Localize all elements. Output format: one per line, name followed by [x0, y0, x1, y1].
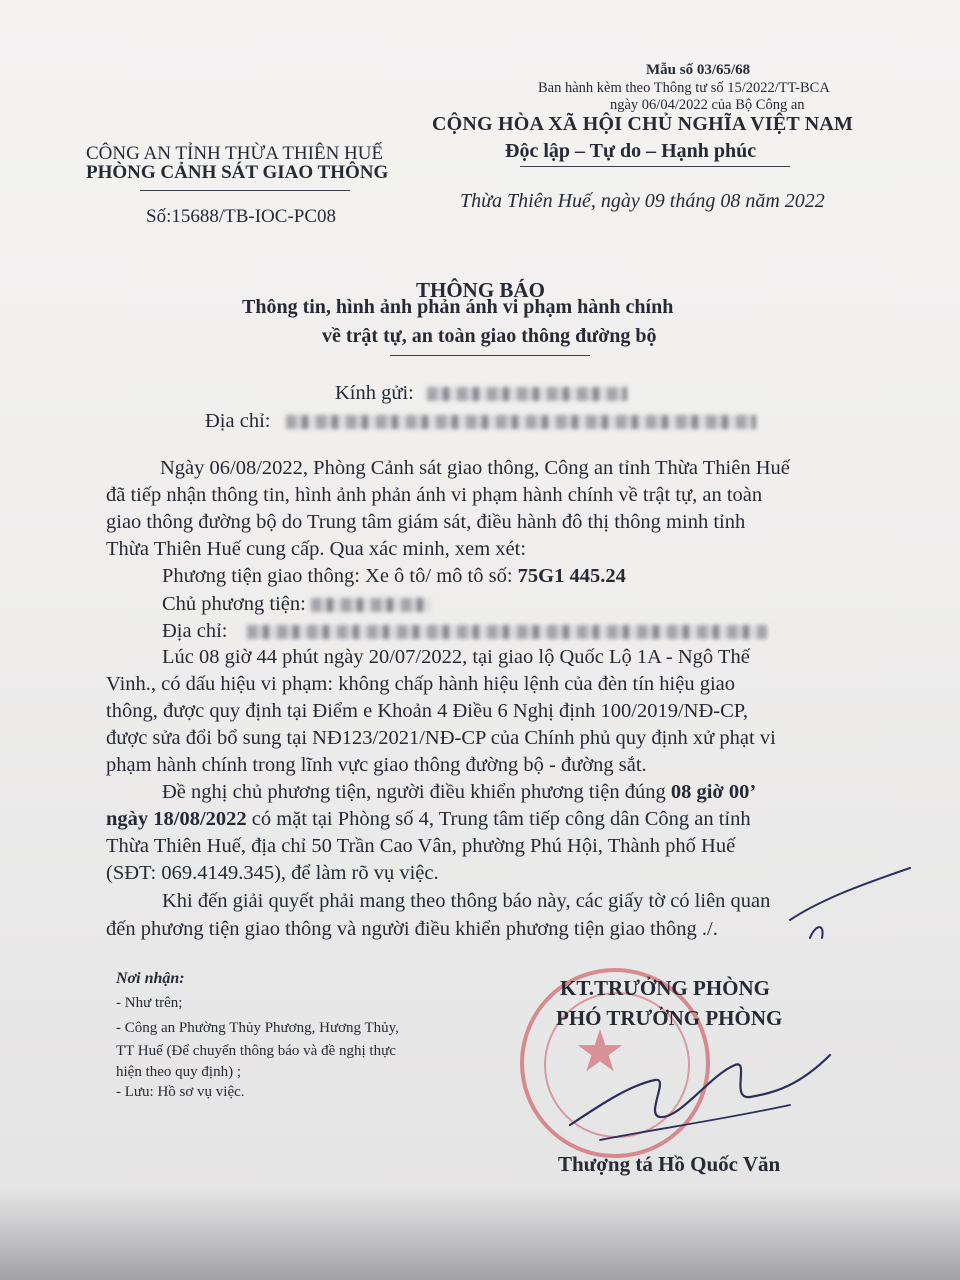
national-motto: Độc lập – Tự do – Hạnh phúc	[505, 140, 757, 162]
recipients-heading: Nơi nhận:	[116, 970, 185, 987]
form-issued-line2: ngày 06/04/2022 của Bộ Công an	[610, 97, 805, 113]
redacted-recipient-name	[427, 387, 627, 401]
document-number: Số:15688/TB-IOC-PC08	[146, 206, 337, 227]
handwritten-signature	[560, 1045, 840, 1155]
redacted-owner-name	[311, 598, 431, 612]
body-p1-line2: đã tiếp nhận thông tin, hình ảnh phản ánh vi phạm hành chính về trật tự, an toàn	[106, 484, 763, 506]
signature-title-1: KT.TRƯỞNG PHÒNG	[560, 976, 770, 1000]
national-name: CỘNG HÒA XÃ HỘI CHỦ NGHĨA VIỆT NAM	[432, 113, 854, 135]
vehicle-line	[162, 565, 626, 588]
body-p2-line1: Lúc 08 giờ 44 phút ngày 20/07/2022, tại giao lộ Quốc Lộ 1A - Ngô Thế	[162, 646, 750, 668]
body-p3-line2-text: có mặt tại Phòng số 4, Trung tâm tiếp công dân Công an tỉnh	[246, 808, 751, 830]
place-date: Thừa Thiên Huế, ngày 09 tháng 08 năm 2022	[460, 190, 825, 212]
document-subtitle-1: Thông tin, hình ảnh phản ánh vi phạm hành chính	[242, 296, 674, 318]
body-p1-line1: Ngày 06/08/2022, Phòng Cảnh sát giao thông, Công an tỉnh Thừa Thiên Huế	[160, 457, 790, 479]
body-p2-line5: phạm hành chính trong lĩnh vực giao thông đường bộ - đường sắt.	[106, 754, 647, 776]
body-p1-line3: giao thông đường bộ do Trung tâm giám sát, điều hành đô thị thông minh tỉnh	[106, 511, 746, 533]
document-title: THÔNG BÁO	[416, 278, 545, 302]
signer-name: Thượng tá Hồ Quốc Văn	[558, 1152, 781, 1176]
body-p2-line4: được sửa đổi bổ sung tại NĐ123/2021/NĐ-CP của Chính phủ quy định xử phạt vi	[106, 727, 776, 749]
owner-line	[162, 593, 431, 616]
recipient-line	[335, 382, 627, 405]
owner-address-label: Địa chỉ:	[162, 620, 228, 642]
body-p4-line1: Khi đến giải quyết phải mang theo thông báo này, các giấy tờ có liên quan	[162, 890, 771, 912]
form-code: Mẫu số 03/65/68	[646, 62, 751, 78]
body-p2-line2: Vinh., có dấu hiệu vi phạm: không chấp hành hiệu lệnh của đèn tín hiệu giao	[106, 673, 735, 695]
document-subtitle-2: về trật tự, an toàn giao thông đường bộ	[322, 325, 657, 347]
recipient-to-label: Kính gửi:	[335, 382, 414, 404]
recipients-item-2-line1: - Công an Phường Thủy Phương, Hương Thủy,	[116, 1020, 399, 1036]
agency-name: PHÒNG CẢNH SÁT GIAO THÔNG	[86, 162, 389, 183]
stamp-star-icon: ★	[574, 1017, 626, 1085]
motto-underline	[520, 166, 790, 167]
body-p3-line2	[106, 808, 751, 831]
body-p3-line4: (SĐT: 069.4149.345), để làm rõ vụ việc.	[106, 862, 439, 884]
body-p3-line3: Thừa Thiên Huế, địa chỉ 50 Trần Cao Vân, phường Phú Hội, Thành phố Huế	[106, 835, 736, 857]
recipients-item-2-line2: TT Huế (Để chuyển thông báo và đề nghị thực	[116, 1043, 396, 1059]
form-issued-line1: Ban hành kèm theo Thông tư số 15/2022/TT-BCA	[538, 80, 830, 96]
initial-mark	[780, 860, 920, 950]
body-p4-line2: đến phương tiện giao thông và người điều khiển phương tiện giao thông ./.	[106, 918, 718, 940]
redacted-owner-address	[247, 625, 767, 639]
recipients-item-3: - Lưu: Hồ sơ vụ việc.	[116, 1084, 245, 1100]
agency-underline	[140, 190, 350, 191]
vehicle-label: Phương tiện giao thông: Xe ô tô/ mô tô số:	[162, 565, 518, 587]
recipients-item-2-line3: hiện theo quy định) ;	[116, 1064, 241, 1080]
appointment-date: ngày 18/08/2022	[106, 808, 247, 830]
body-p3-line1-text: Đề nghị chủ phương tiện, người điều khiển phương tiện đúng	[162, 781, 671, 803]
recipients-item-1: - Như trên;	[116, 995, 183, 1011]
vehicle-plate: 75G1 445.24	[517, 565, 626, 587]
body-p1-line4: Thừa Thiên Huế cung cấp. Qua xác minh, xem xét:	[106, 538, 527, 560]
signature-title-2: PHÓ TRƯỞNG PHÒNG	[556, 1006, 783, 1030]
redacted-recipient-address	[286, 415, 756, 429]
agency-parent: CÔNG AN TỈNH THỪA THIÊN HUẾ	[86, 143, 384, 164]
owner-label: Chủ phương tiện:	[162, 593, 306, 615]
title-underline	[390, 355, 590, 356]
owner-address-line	[162, 620, 767, 643]
appointment-time: 08 giờ 00’	[670, 781, 757, 803]
body-p2-line3: thông, được quy định tại Điểm e Khoản 4 Điều 6 Nghị định 100/2019/NĐ-CP,	[106, 700, 749, 722]
recipient-address-label: Địa chỉ:	[205, 410, 271, 432]
recipient-address-line	[205, 410, 756, 433]
body-p3-line1	[162, 781, 756, 804]
